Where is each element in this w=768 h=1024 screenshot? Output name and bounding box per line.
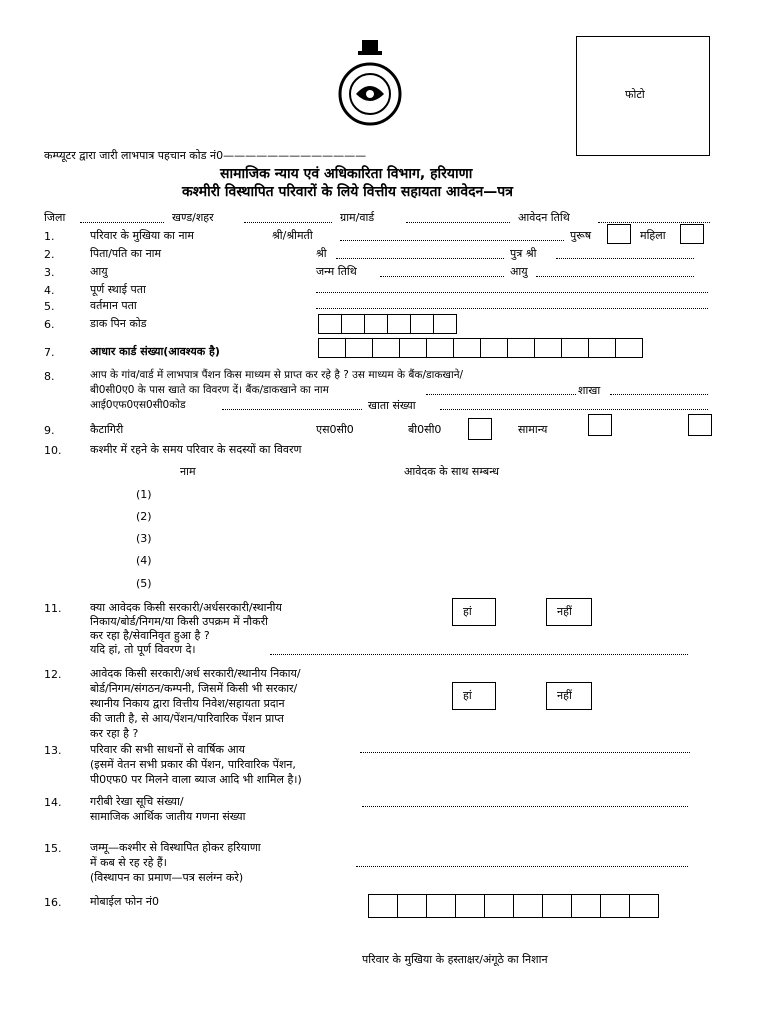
- item-number: 14.: [44, 796, 62, 809]
- q11-line1: क्या आवेदक किसी सरकारी/अर्धसरकारी/स्थानीय: [90, 601, 282, 614]
- item-number: 7.: [44, 346, 55, 359]
- item-number: 9.: [44, 424, 55, 437]
- sc-label: एस0सी0: [316, 423, 354, 436]
- member-row: (2): [136, 510, 152, 523]
- mobile-digit-box[interactable]: [426, 894, 456, 918]
- father-name-label: पिता/पति का नाम: [90, 247, 162, 260]
- item-number: 1.: [44, 230, 55, 243]
- item-number: 10.: [44, 444, 62, 457]
- member-row: (3): [136, 532, 152, 545]
- bank-name-field[interactable]: [426, 394, 576, 395]
- dob-label: जन्म तिथि: [316, 265, 357, 278]
- q12-no-box[interactable]: [546, 682, 592, 710]
- item-number: 2.: [44, 248, 55, 261]
- male-checkbox[interactable]: [607, 224, 631, 244]
- q8-line2: बी0सी0ए0 के पास खाते का विवरण दें। बैंक/डाकखाने का नाम: [90, 384, 329, 396]
- item-number: 12.: [44, 668, 62, 681]
- date-field[interactable]: [598, 222, 710, 223]
- pin-digit-box[interactable]: [410, 314, 434, 334]
- aadhaar-digit-box[interactable]: [426, 338, 454, 358]
- son-of-field[interactable]: [556, 258, 694, 259]
- block-field[interactable]: [244, 222, 332, 223]
- block-label: खण्ड/शहर: [172, 211, 214, 224]
- q12-line2: बोर्ड/निगम/संगठन/कम्पनी, जिसमें किसी भी सरकार/: [90, 682, 298, 695]
- pin-digit-box[interactable]: [387, 314, 411, 334]
- date-label: आवेदन तिथि: [518, 211, 570, 224]
- aadhaar-digit-box[interactable]: [534, 338, 562, 358]
- aadhaar-label: आधार कार्ड संख्या(आवश्यक है): [90, 345, 220, 358]
- mobile-digit-box[interactable]: [571, 894, 601, 918]
- account-label: खाता संख्या: [368, 399, 416, 412]
- col-relation-header: आवेदक के साथ सम्बन्ध: [404, 465, 500, 478]
- no-label: नहीं: [557, 605, 572, 618]
- family-members-heading: कश्मीर में रहने के समय परिवार के सदस्यों का विवरण: [90, 443, 302, 456]
- form-title: कश्मीरी विस्थापित परिवारों के लिये वित्तीय सहायता आवेदन—पत्र: [182, 184, 513, 200]
- q8-line1: आप के गांव/वार्ड में लाभपात्र पैंशन किस माध्यम से प्राप्त कर रहे है ? उस माध्यम के बैंक/डाकखाने/: [90, 369, 464, 381]
- mobile-digit-box[interactable]: [629, 894, 659, 918]
- age-label: आयु: [90, 265, 108, 278]
- member-row: (4): [136, 554, 152, 567]
- haryana-emblem: [334, 38, 406, 126]
- aadhaar-digit-box[interactable]: [345, 338, 373, 358]
- item-number: 11.: [44, 602, 62, 615]
- photo-box[interactable]: [576, 36, 710, 156]
- q11-line4: यदि हां, तो पूर्ण विवरण दे।: [90, 643, 196, 656]
- head-name-field[interactable]: [340, 240, 564, 241]
- pin-code-boxes[interactable]: [318, 314, 456, 334]
- yes-label: हां: [463, 605, 472, 618]
- q11-yes-box[interactable]: [452, 598, 496, 626]
- mobile-digit-box[interactable]: [455, 894, 485, 918]
- q14-line1: गरीबी रेखा सूचि संख्या/: [90, 795, 184, 808]
- village-field[interactable]: [406, 222, 510, 223]
- aadhaar-digit-box[interactable]: [372, 338, 400, 358]
- bc-label: बी0सी0: [408, 423, 442, 436]
- item-number: 4.: [44, 284, 55, 297]
- q12-line4: की जाती है, से आय/पेंशन/पारिवारिक पेंशन प्राप्त: [90, 712, 284, 725]
- shri-shrimati-label: श्री/श्रीमती: [272, 229, 313, 242]
- q12-line3: स्थानीय निकाय द्वारा वित्तीय निवेश/सहायता प्रदान: [90, 697, 285, 710]
- pin-label: डाक पिन कोड: [90, 317, 147, 330]
- male-label: पुरूष: [570, 229, 592, 242]
- aadhaar-digit-box[interactable]: [561, 338, 589, 358]
- item-number: 8.: [44, 370, 55, 383]
- current-address-field[interactable]: [316, 308, 708, 309]
- mobile-digit-box[interactable]: [542, 894, 572, 918]
- bc-checkbox[interactable]: [468, 418, 492, 440]
- father-name-field[interactable]: [336, 258, 504, 259]
- head-name-label: परिवार के मुखिया का नाम: [90, 229, 194, 242]
- q15-line1: जम्मू—कश्मीर से विस्थापित होकर हरियाणा: [90, 841, 261, 854]
- pin-digit-box[interactable]: [433, 314, 457, 334]
- aadhaar-digit-box[interactable]: [588, 338, 616, 358]
- yes-label: हां: [463, 689, 472, 702]
- current-address-label: वर्तमान पता: [90, 299, 137, 312]
- item-number: 15.: [44, 842, 62, 855]
- q12-line5: कर रहा है ?: [90, 727, 139, 740]
- department-title: सामाजिक न्याय एवं अधिकारिता विभाग, हरियाणा: [220, 166, 473, 182]
- signature-label: परिवार के मुखिया के हस्ताक्षर/अंगूठे का निशान: [362, 953, 548, 966]
- q11-line2: निकाय/बोर्ड/निगम/या किसी उपक्रम में नौकरी: [90, 615, 268, 628]
- aadhaar-digit-box[interactable]: [507, 338, 535, 358]
- aadhaar-digit-box[interactable]: [453, 338, 481, 358]
- aadhaar-digit-box[interactable]: [318, 338, 346, 358]
- aadhaar-digit-box[interactable]: [615, 338, 643, 358]
- photo-label: फोटो: [625, 88, 645, 101]
- dob-field[interactable]: [380, 276, 504, 277]
- mobile-boxes[interactable]: [368, 894, 658, 918]
- category-label: कैटागिरी: [90, 423, 124, 436]
- general-checkbox[interactable]: [588, 414, 612, 436]
- permanent-address-field[interactable]: [316, 292, 708, 293]
- q11-line3: कर रहा है/सेवानिवृत हुआ है ?: [90, 629, 210, 642]
- son-of-label: पुत्र श्री: [510, 247, 537, 260]
- permanent-address-label: पूर्ण स्थाई पता: [90, 283, 146, 296]
- pin-digit-box[interactable]: [341, 314, 365, 334]
- q13-line3: पी0एफ0 पर मिलने वाला ब्याज आदि भी शामिल है।): [90, 773, 302, 786]
- pin-digit-box[interactable]: [318, 314, 342, 334]
- q11-no-box[interactable]: [546, 598, 592, 626]
- q11-details-field[interactable]: [270, 654, 688, 655]
- q13-line1: परिवार की सभी साधनों से वार्षिक आय: [90, 743, 246, 756]
- mobile-digit-box[interactable]: [600, 894, 630, 918]
- pin-digit-box[interactable]: [364, 314, 388, 334]
- bpl-number-field[interactable]: [362, 806, 688, 807]
- member-row: (1): [136, 488, 152, 501]
- district-label: जिला: [44, 211, 66, 224]
- aadhaar-boxes[interactable]: [318, 338, 642, 358]
- q15-line3: (विस्थापन का प्रमाण—पत्र सलंग्न करे): [90, 871, 244, 884]
- item-number: 13.: [44, 744, 62, 757]
- district-field[interactable]: [80, 222, 164, 223]
- female-label: महिला: [640, 229, 666, 242]
- member-row: (5): [136, 577, 152, 590]
- q14-line2: सामाजिक आर्थिक जातीय गणना संख्या: [90, 810, 246, 823]
- mobile-digit-box[interactable]: [397, 894, 427, 918]
- annual-income-field[interactable]: [360, 752, 690, 753]
- col-name-header: नाम: [180, 465, 196, 478]
- mobile-label: मोबाईल फोन नं0: [90, 895, 159, 908]
- age-field[interactable]: [536, 276, 694, 277]
- mobile-digit-box[interactable]: [484, 894, 514, 918]
- general-label: सामान्य: [518, 423, 548, 436]
- mobile-digit-box[interactable]: [368, 894, 398, 918]
- item-number: 6.: [44, 318, 55, 331]
- category-extra-checkbox[interactable]: [688, 414, 712, 436]
- ifsc-label: आई0एफ0एस0सी0कोड: [90, 399, 186, 411]
- q13-line2: (इसमें वेतन सभी प्रकार की पेंशन, पारिवारिक पेंशन,: [90, 758, 296, 771]
- female-checkbox[interactable]: [680, 224, 704, 244]
- aadhaar-digit-box[interactable]: [480, 338, 508, 358]
- beneficiary-code-line: कम्प्यूटर द्वारा जारी लाभपात्र पहचान कोड नं0—————————————: [44, 149, 367, 162]
- branch-label: शाखा: [578, 384, 601, 397]
- q15-line2: में कब से रह रहे हैं।: [90, 856, 167, 869]
- q12-yes-box[interactable]: [452, 682, 496, 710]
- item-number: 5.: [44, 300, 55, 313]
- age2-label: आयु: [510, 265, 528, 278]
- displacement-since-field[interactable]: [356, 866, 688, 867]
- no-label: नहीं: [557, 689, 572, 702]
- aadhaar-digit-box[interactable]: [399, 338, 427, 358]
- shri-label: श्री: [316, 247, 327, 260]
- q12-line1: आवेदक किसी सरकारी/अर्ध सरकारी/स्थानीय निकाय/: [90, 667, 301, 680]
- item-number: 3.: [44, 266, 55, 279]
- branch-field[interactable]: [610, 394, 708, 395]
- item-number: 16.: [44, 896, 62, 909]
- mobile-digit-box[interactable]: [513, 894, 543, 918]
- account-field[interactable]: [440, 409, 708, 410]
- ifsc-field[interactable]: [222, 409, 362, 410]
- village-label: ग्राम/वार्ड: [340, 211, 375, 224]
